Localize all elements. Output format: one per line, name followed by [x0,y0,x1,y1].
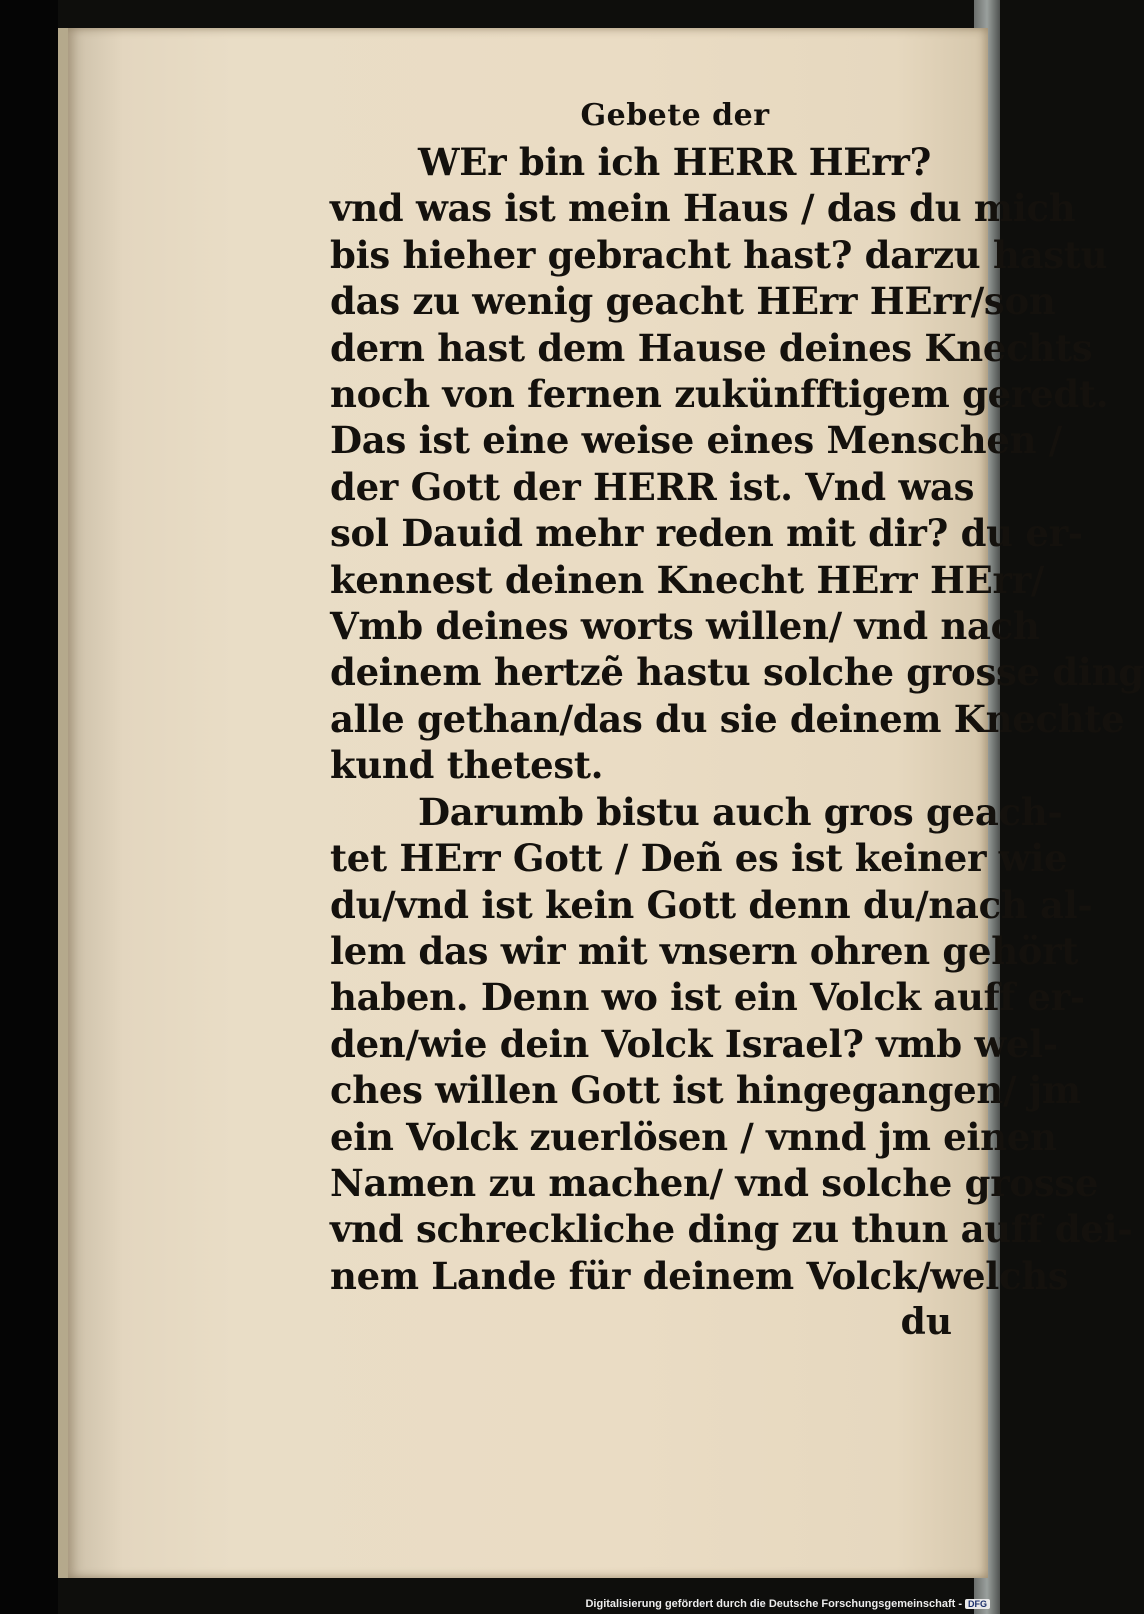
text-line: nem Lande für deinem Volck/welchs [330,1253,1069,1298]
scan-background-left [0,0,58,1614]
text-block [330,98,1144,1345]
text-line: du/vnd ist kein Gott denn du/nach al- [330,882,1093,927]
text-line: alle gethan/das du sie deinem Knechte [330,696,1125,741]
dfg-logo: DFG [965,1599,990,1609]
text-line: Namen zu machen/ vnd solche grosse [330,1160,1099,1205]
text-line: noch von fernen zukünfftigem geredt. [330,372,1109,417]
text-line: den/wie dein Volck Israel? vmb wel- [330,1021,1058,1066]
text-line: haben. Denn wo ist ein Volck auff er- [330,975,1085,1020]
text-line: das zu wenig geacht HErr HErr/son [330,279,1056,324]
text-line: vnd schreckliche ding zu thun auff dei- [330,1207,1133,1252]
text-line: deinem hertzẽ hastu solche grosse ding [330,650,1144,695]
text-line: vnd was ist mein Haus / das du mich [330,186,1076,231]
text-line: Darumb bistu auch gros geach- [418,789,1063,834]
text-line: bis hieher gebracht hast? darzu hastu [330,232,1108,277]
text-line: ches willen Gott ist hingegangen/ jm [330,1068,1081,1113]
catchword: du [900,1301,952,1344]
text-line: tet HErr Gott / Deñ es ist keiner wie [330,836,1068,881]
text-line: sol Dauid mehr reden mit dir? du er- [330,511,1083,556]
book-page [58,28,1144,1578]
text-line: Das ist eine weise eines Menschen / [330,418,1062,463]
text-line: ein Volck zuerlösen / vnnd jm einen [330,1114,1057,1159]
running-head: Gebete der [580,98,770,133]
digitization-credit [585,1598,990,1610]
text-line: Vmb deines worts willen/ vnd nach [330,604,1040,649]
credit-text: Digitalisierung gefördert durch die Deutsche Forschungsgemeinschaft - [585,1598,962,1610]
text-line: kennest deinen Knecht HErr HErr/ [330,557,1045,602]
text-line: der Gott der HERR ist. Vnd was [330,464,975,509]
text-line: WEr bin ich HERR HErr? [418,140,931,184]
text-line: kund thetest. [330,743,604,788]
text-line: lem das wir mit vnsern ohren gehört [330,928,1079,973]
text-line: dern hast dem Hause deines Knechts [330,325,1093,370]
